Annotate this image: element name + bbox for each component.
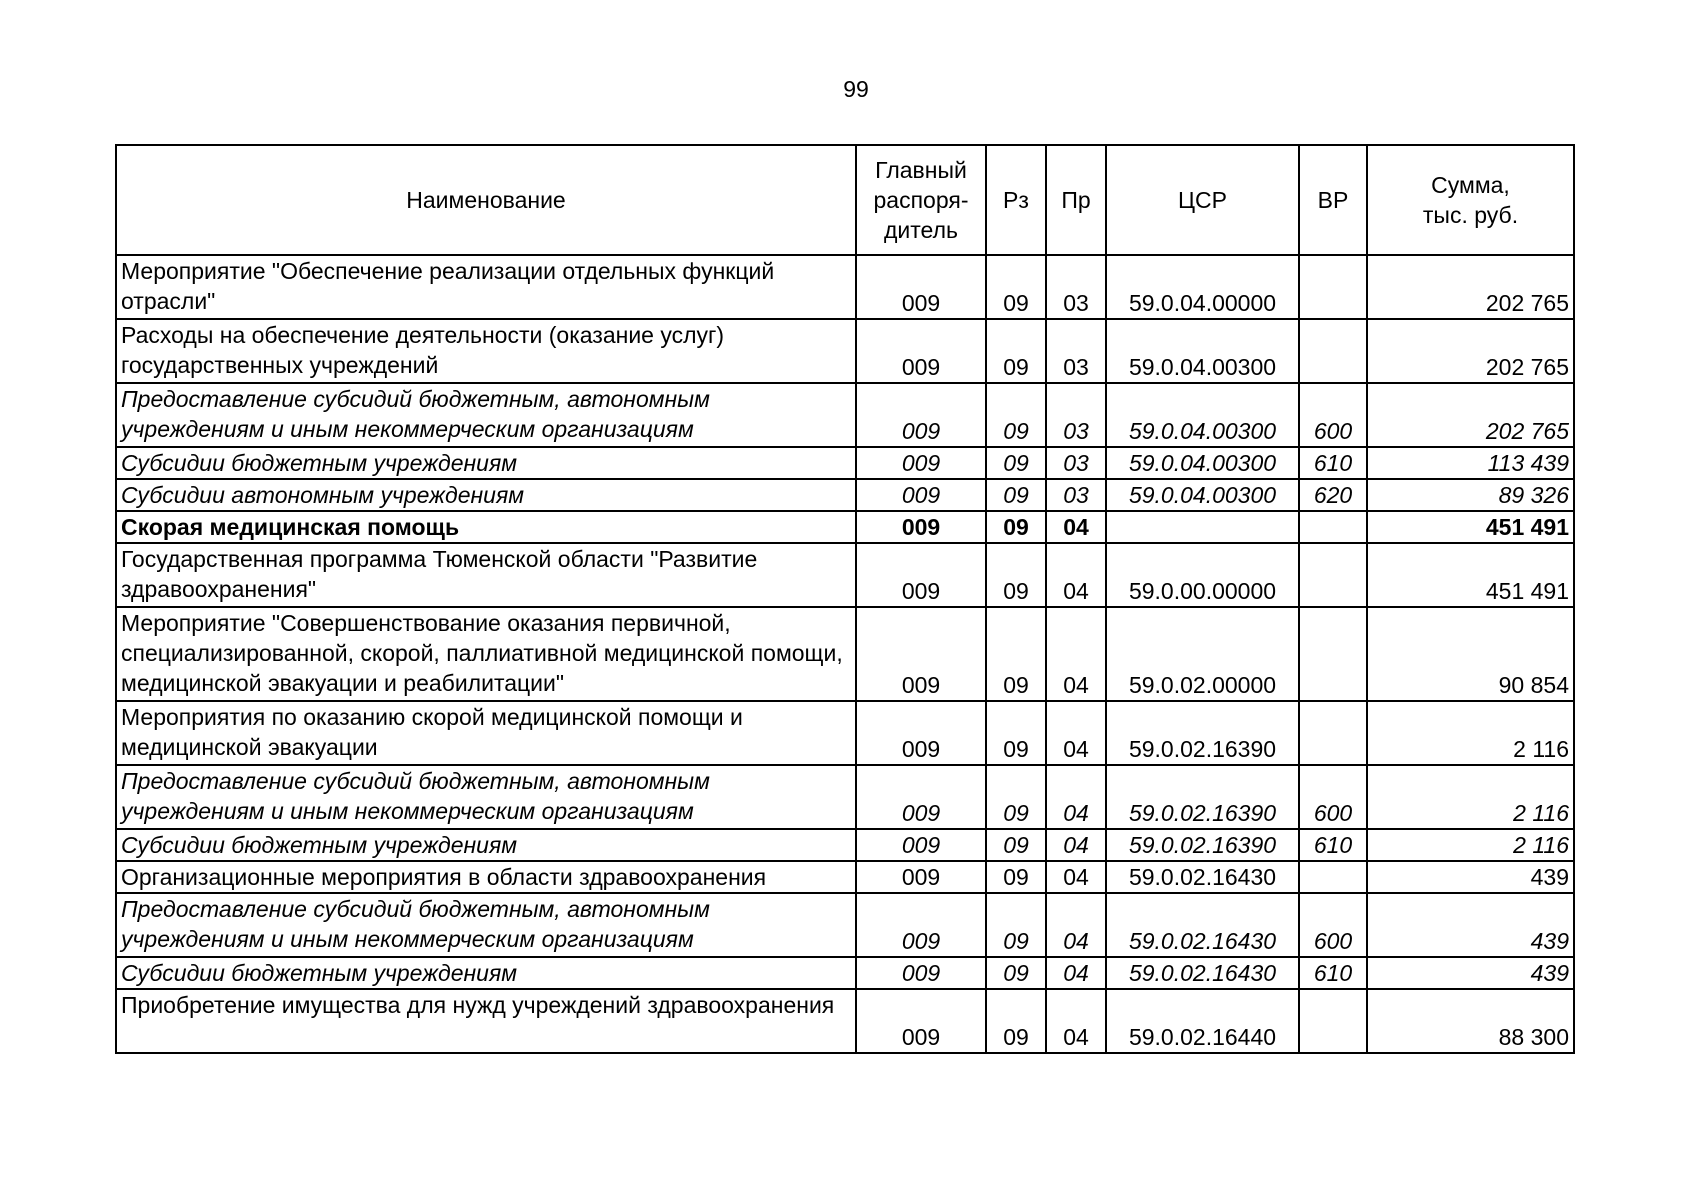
cell-pr: 04 — [1046, 957, 1106, 989]
table-row — [116, 511, 1574, 543]
cell-sum: 113 439 — [1367, 447, 1574, 479]
cell-rz: 09 — [986, 511, 1046, 543]
cell-csr: 59.0.00.00000 — [1106, 543, 1299, 607]
cell-name: Расходы на обеспечение деятельности (оказание услуг) государственных учреждений — [116, 319, 856, 383]
table-body — [116, 255, 1574, 1053]
cell-vr: 610 — [1299, 447, 1367, 479]
cell-sum: 89 326 — [1367, 479, 1574, 511]
cell-name: Приобретение имущества для нужд учреждений здравоохранения — [116, 989, 856, 1053]
cell-pr: 04 — [1046, 511, 1106, 543]
cell-pr: 03 — [1046, 319, 1106, 383]
cell-csr: 59.0.04.00300 — [1106, 479, 1299, 511]
cell-rz: 09 — [986, 543, 1046, 607]
cell-sum: 439 — [1367, 893, 1574, 957]
cell-rz: 09 — [986, 479, 1046, 511]
cell-rz: 09 — [986, 829, 1046, 861]
cell-vr: 600 — [1299, 893, 1367, 957]
cell-manager: 009 — [856, 479, 986, 511]
cell-manager: 009 — [856, 255, 986, 319]
cell-pr: 03 — [1046, 447, 1106, 479]
cell-csr: 59.0.02.16430 — [1106, 893, 1299, 957]
header-pr: Пр — [1046, 145, 1106, 255]
cell-vr: 600 — [1299, 383, 1367, 447]
header-csr: ЦСР — [1106, 145, 1299, 255]
cell-pr: 04 — [1046, 543, 1106, 607]
cell-manager: 009 — [856, 893, 986, 957]
cell-sum: 202 765 — [1367, 383, 1574, 447]
cell-csr: 59.0.02.16430 — [1106, 861, 1299, 893]
cell-sum: 2 116 — [1367, 829, 1574, 861]
cell-vr: 610 — [1299, 829, 1367, 861]
cell-sum: 90 854 — [1367, 607, 1574, 701]
cell-rz: 09 — [986, 255, 1046, 319]
table-row — [116, 989, 1574, 1053]
cell-pr: 04 — [1046, 701, 1106, 765]
cell-rz: 09 — [986, 319, 1046, 383]
table-row — [116, 701, 1574, 765]
header-vr: ВР — [1299, 145, 1367, 255]
cell-csr: 59.0.04.00300 — [1106, 447, 1299, 479]
header-name: Наименование — [116, 145, 856, 255]
table-row — [116, 861, 1574, 893]
cell-vr — [1299, 701, 1367, 765]
cell-csr: 59.0.02.16390 — [1106, 829, 1299, 861]
header-manager-line: распоря- — [873, 187, 969, 213]
cell-rz: 09 — [986, 957, 1046, 989]
cell-manager: 009 — [856, 701, 986, 765]
cell-rz: 09 — [986, 701, 1046, 765]
budget-table — [115, 144, 1575, 1054]
cell-name: Субсидии бюджетным учреждениям — [116, 957, 856, 989]
cell-vr — [1299, 861, 1367, 893]
cell-name: Предоставление субсидий бюджетным, автономным учреждениям и иным некоммерческим организациям — [116, 765, 856, 829]
cell-sum: 88 300 — [1367, 989, 1574, 1053]
table-row — [116, 893, 1574, 957]
header-manager-line: дитель — [884, 217, 958, 243]
cell-name: Государственная программа Тюменской области "Развитие здравоохранения" — [116, 543, 856, 607]
cell-csr: 59.0.04.00300 — [1106, 383, 1299, 447]
cell-pr: 04 — [1046, 607, 1106, 701]
cell-rz: 09 — [986, 765, 1046, 829]
table-row — [116, 543, 1574, 607]
cell-vr: 620 — [1299, 479, 1367, 511]
header-manager — [856, 145, 986, 255]
cell-sum: 202 765 — [1367, 255, 1574, 319]
cell-manager: 009 — [856, 765, 986, 829]
cell-pr: 03 — [1046, 255, 1106, 319]
cell-manager: 009 — [856, 607, 986, 701]
cell-csr: 59.0.02.16390 — [1106, 765, 1299, 829]
table-row — [116, 319, 1574, 383]
cell-name: Предоставление субсидий бюджетным, автономным учреждениям и иным некоммерческим организациям — [116, 383, 856, 447]
cell-rz: 09 — [986, 607, 1046, 701]
cell-rz: 09 — [986, 861, 1046, 893]
cell-manager: 009 — [856, 543, 986, 607]
cell-csr — [1106, 511, 1299, 543]
cell-vr: 610 — [1299, 957, 1367, 989]
cell-rz: 09 — [986, 447, 1046, 479]
cell-name: Субсидии бюджетным учреждениям — [116, 829, 856, 861]
cell-name: Предоставление субсидий бюджетным, автономным учреждениям и иным некоммерческим организациям — [116, 893, 856, 957]
cell-manager: 009 — [856, 447, 986, 479]
cell-csr: 59.0.02.00000 — [1106, 607, 1299, 701]
cell-pr: 03 — [1046, 383, 1106, 447]
cell-rz: 09 — [986, 383, 1046, 447]
cell-name: Мероприятия по оказанию скорой медицинской помощи и медицинской эвакуации — [116, 701, 856, 765]
cell-vr — [1299, 607, 1367, 701]
cell-pr: 04 — [1046, 893, 1106, 957]
cell-vr — [1299, 989, 1367, 1053]
cell-csr: 59.0.04.00300 — [1106, 319, 1299, 383]
cell-sum: 439 — [1367, 957, 1574, 989]
cell-sum: 451 491 — [1367, 543, 1574, 607]
header-row — [116, 145, 1574, 255]
cell-pr: 03 — [1046, 479, 1106, 511]
cell-name: Мероприятие "Обеспечение реализации отдельных функций отрасли" — [116, 255, 856, 319]
cell-vr — [1299, 319, 1367, 383]
table-row — [116, 957, 1574, 989]
table-row — [116, 765, 1574, 829]
cell-csr: 59.0.04.00000 — [1106, 255, 1299, 319]
page-number: 99 — [843, 76, 869, 102]
cell-name: Скорая медицинская помощь — [116, 511, 856, 543]
cell-manager: 009 — [856, 829, 986, 861]
cell-sum: 439 — [1367, 861, 1574, 893]
cell-manager: 009 — [856, 319, 986, 383]
table-row — [116, 383, 1574, 447]
header-sum-line: Сумма, — [1431, 172, 1510, 198]
cell-pr: 04 — [1046, 861, 1106, 893]
cell-vr — [1299, 511, 1367, 543]
cell-name: Субсидии бюджетным учреждениям — [116, 447, 856, 479]
cell-csr: 59.0.02.16390 — [1106, 701, 1299, 765]
cell-manager: 009 — [856, 957, 986, 989]
cell-sum: 451 491 — [1367, 511, 1574, 543]
cell-rz: 09 — [986, 989, 1046, 1053]
cell-manager: 009 — [856, 861, 986, 893]
cell-csr: 59.0.02.16440 — [1106, 989, 1299, 1053]
cell-sum: 2 116 — [1367, 765, 1574, 829]
header-sum — [1367, 145, 1574, 255]
cell-pr: 04 — [1046, 765, 1106, 829]
cell-manager: 009 — [856, 989, 986, 1053]
table-row — [116, 607, 1574, 701]
table-row — [116, 255, 1574, 319]
table-row — [116, 447, 1574, 479]
cell-name: Субсидии автономным учреждениям — [116, 479, 856, 511]
cell-pr: 04 — [1046, 829, 1106, 861]
cell-vr — [1299, 543, 1367, 607]
cell-manager: 009 — [856, 511, 986, 543]
cell-vr — [1299, 255, 1367, 319]
table-row — [116, 479, 1574, 511]
cell-sum: 202 765 — [1367, 319, 1574, 383]
header-sum-line: тыс. руб. — [1422, 202, 1519, 228]
cell-vr: 600 — [1299, 765, 1367, 829]
table-row — [116, 829, 1574, 861]
cell-rz: 09 — [986, 893, 1046, 957]
cell-sum: 2 116 — [1367, 701, 1574, 765]
header-manager-line: Главный — [875, 157, 967, 183]
header-rz: Рз — [986, 145, 1046, 255]
cell-name: Мероприятие "Совершенствование оказания первичной, специализированной, скорой, паллиативной медицинской помощи, медицинской эвакуации и реабилитации" — [116, 607, 856, 701]
cell-csr: 59.0.02.16430 — [1106, 957, 1299, 989]
cell-manager: 009 — [856, 383, 986, 447]
cell-name: Организационные мероприятия в области здравоохранения — [116, 861, 856, 893]
cell-pr: 04 — [1046, 989, 1106, 1053]
